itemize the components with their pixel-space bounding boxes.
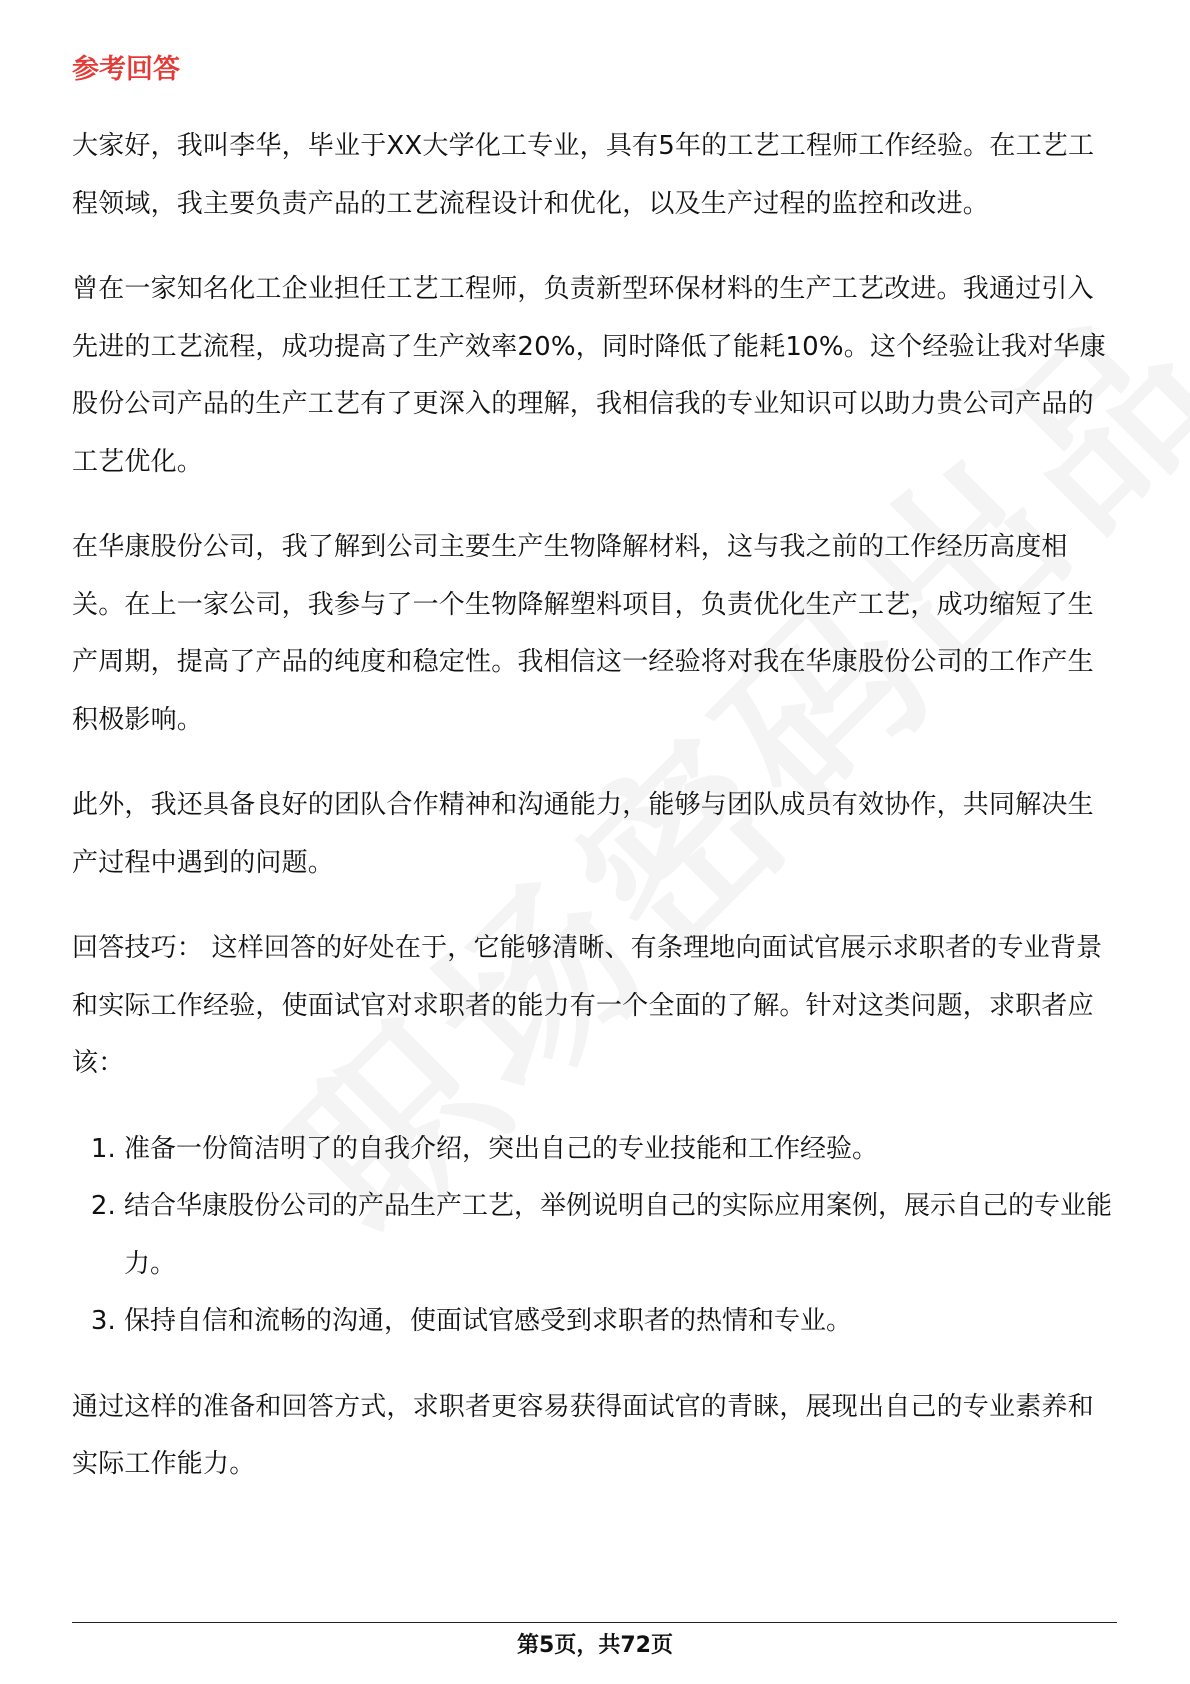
list-item: 3. 保持自信和流畅的沟通，使面试官感受到求职者的热情和专业。 xyxy=(124,1293,1117,1351)
answer-content xyxy=(72,118,1117,1522)
paragraph-intro: 大家好，我叫李华，毕业于XX大学化工专业，具有5年的工艺工程师工作经验。在工艺工程领域，我主要负责产品的工艺流程设计和优化，以及生产过程的监控和改进。 xyxy=(72,131,1095,219)
paragraph-closing: 通过这样的准备和回答方式，求职者更容易获得面试官的青睐，展现出自己的专业素养和实际工作能力。 xyxy=(72,1391,1094,1479)
section-heading: 参考回答 xyxy=(72,54,180,85)
list-item: 2. 结合华康股份公司的产品生产工艺，举例说明自己的实际应用案例，展示自己的专业能力。 xyxy=(124,1178,1117,1293)
paragraph-tips: 回答技巧： 这样回答的好处在于，它能够清晰、有条理地向面试官展示求职者的专业背景和实际工作经验，使面试官对求职者的能力有一个全面的了解。针对这类问题，求职者应该： xyxy=(72,933,1103,1078)
paragraph-experience: 曾在一家知名化工企业担任工艺工程师，负责新型环保材料的生产工艺改进。我通过引入先进的工艺流程，成功提高了生产效率20%，同时降低了能耗10%。这个经验让我对华康股份公司产品的生产工艺有了更深入的理解，我相信我的专业知识可以助力贵公司产品的工艺优化。 xyxy=(72,274,1106,477)
tips-list xyxy=(72,1121,1117,1351)
paragraph-company-fit: 在华康股份公司，我了解到公司主要生产生物降解材料，这与我之前的工作经历高度相关。在上一家公司，我参与了一个生物降解塑料项目，负责优化生产工艺，成功缩短了生产周期，提高了产品的纯度和稳定性。我相信这一经验将对我在华康股份公司的工作产生积极影响。 xyxy=(72,532,1094,735)
list-item: 1. 准备一份简洁明了的自我介绍，突出自己的专业技能和工作经验。 xyxy=(124,1121,1117,1179)
paragraph-teamwork: 此外，我还具备良好的团队合作精神和沟通能力，能够与团队成员有效协作，共同解决生产过程中遇到的问题。 xyxy=(72,790,1094,878)
footer-divider xyxy=(72,1622,1117,1623)
page-number: 第5页，共72页 xyxy=(517,1633,673,1658)
